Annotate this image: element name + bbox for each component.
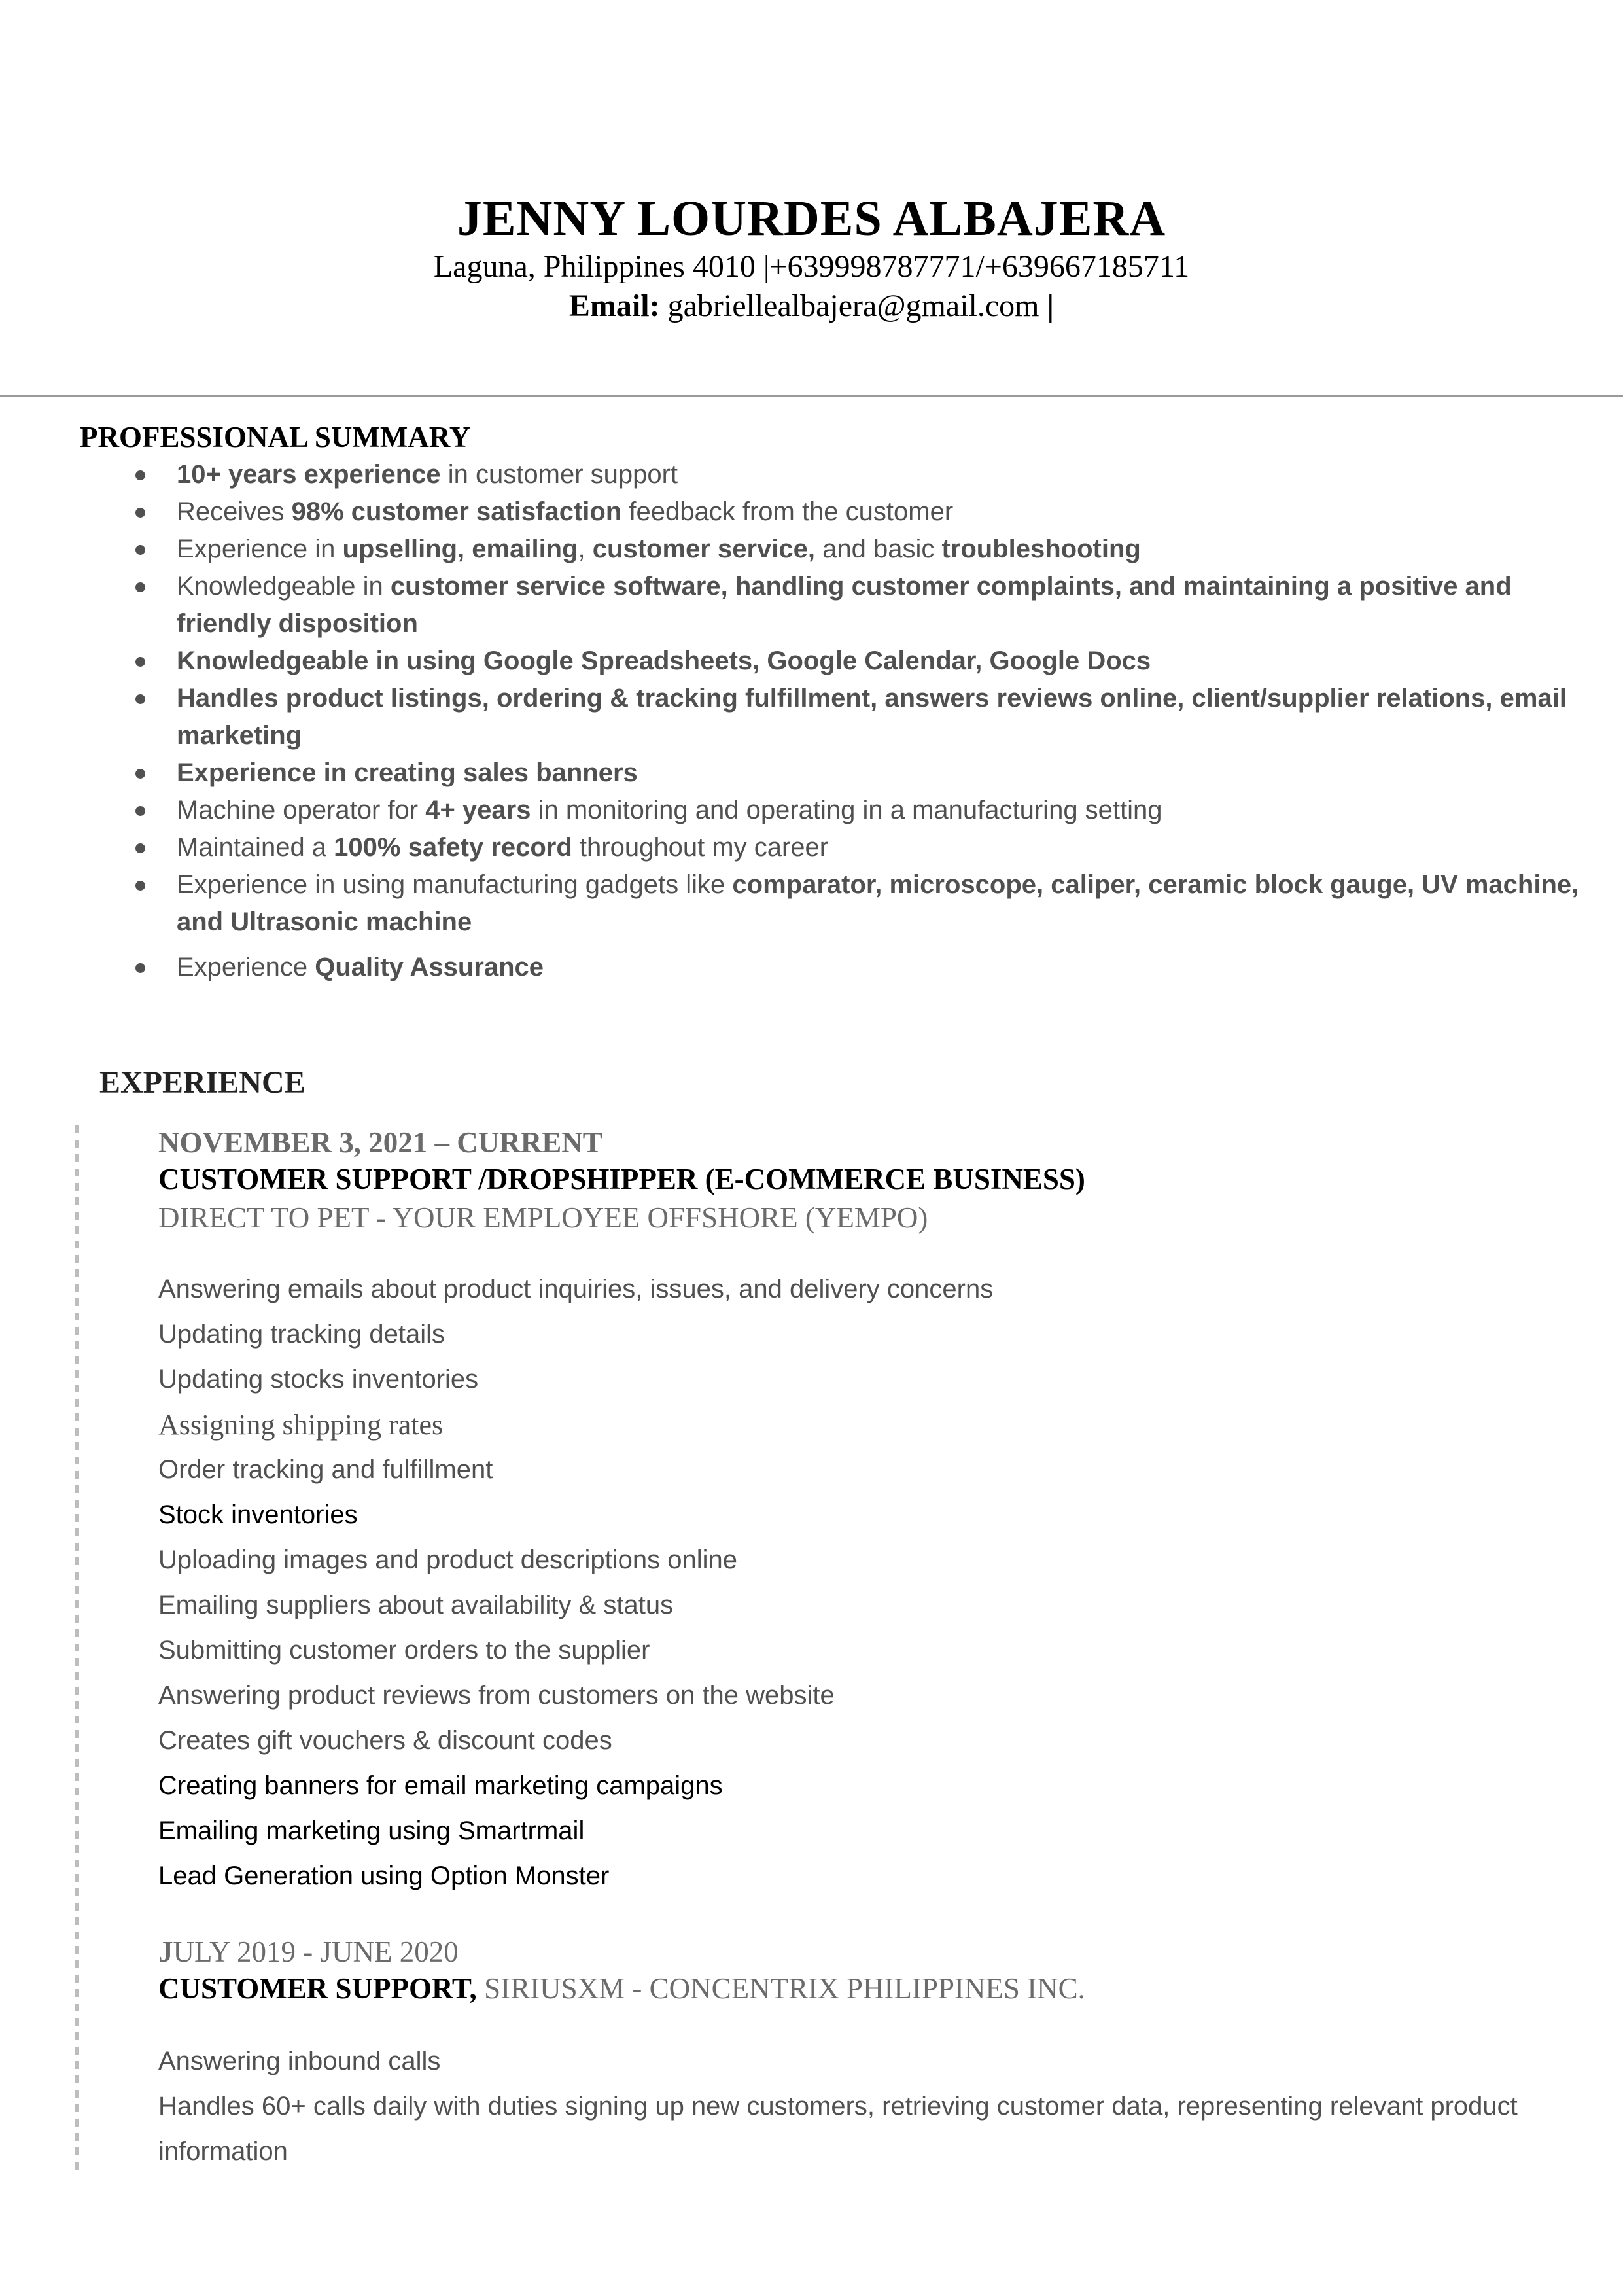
summary-item: [177, 754, 1590, 792]
duty-item: Submitting customer orders to the supplier: [158, 1636, 650, 1665]
summary-item: [177, 568, 1590, 643]
header-divider: [0, 395, 1623, 397]
email-trailer: |: [1047, 289, 1055, 323]
bold-segment: Handles product listings, ordering & tracking fulfillment, answers reviews online, client/supplier relations, email marketing: [177, 684, 1567, 750]
duty-item: Updating tracking details: [158, 1320, 445, 1349]
summary-item: [177, 829, 1590, 866]
bold-segment: customer service software, handling customer complaints, and maintaining a positive and friendly disposition: [177, 572, 1512, 638]
job-company: DIRECT TO PET - YOUR EMPLOYEE OFFSHORE (YEMPO): [158, 1201, 928, 1234]
text-segment: Receives: [177, 497, 292, 526]
text-segment: Knowledgeable in: [177, 572, 391, 601]
email-label: Email:: [568, 289, 660, 323]
bold-segment: 10+ years experience: [177, 460, 441, 489]
job-entry-1: [158, 1124, 1584, 1899]
duty-item: Answering emails about product inquiries, issues, and delivery concerns: [158, 1275, 994, 1303]
summary-item: [177, 680, 1590, 754]
text-segment: in customer support: [440, 460, 678, 489]
summary-item: [177, 792, 1590, 829]
duty-item: Lead Generation using Option Monster: [158, 1862, 610, 1890]
text-segment: in monitoring and operating in a manufacturing setting: [531, 796, 1162, 824]
job-date: NOVEMBER 3, 2021 – CURRENT: [158, 1126, 602, 1159]
text-segment: Machine operator for: [177, 796, 426, 824]
job-date: [158, 1934, 1584, 1970]
duty-item: Emailing suppliers about availability & status: [158, 1591, 674, 1619]
bold-segment: troubleshooting: [941, 535, 1141, 563]
duty-item: Order tracking and fulfillment: [158, 1455, 493, 1484]
duty-item: Uploading images and product descriptions online: [158, 1545, 737, 1574]
job-entry-2: [158, 1934, 1584, 2174]
text-segment: throughout my career: [572, 833, 829, 862]
summary-item: [177, 949, 1590, 986]
job-role: CUSTOMER SUPPORT,: [158, 1972, 477, 2005]
job-date-initial: J: [158, 1935, 173, 1968]
summary-list: [177, 456, 1590, 986]
duty-item: Emailing marketing using Smartrmail: [158, 1816, 585, 1845]
summary-item: [177, 866, 1590, 941]
summary-item: [177, 456, 1590, 493]
job-date-rest: ULY 2019 - JUNE 2020: [173, 1935, 459, 1968]
job-duties: [158, 1267, 1584, 1899]
bold-segment: Quality Assurance: [315, 953, 544, 981]
duty-item: Answering inbound calls: [158, 2047, 441, 2075]
email-address: gabriellealbajera@gmail.com: [667, 289, 1039, 323]
text-segment: Experience: [177, 953, 315, 981]
contact-line: Laguna, Philippines 4010 |+639998787771/+639667185711: [433, 249, 1190, 284]
summary-heading: PROFESSIONAL SUMMARY: [80, 421, 471, 453]
job-duties: [158, 2039, 1584, 2174]
experience-heading: EXPERIENCE: [99, 1065, 305, 1100]
bold-segment: 100% safety record: [334, 833, 572, 862]
duty-item: Creating banners for email marketing campaigns: [158, 1771, 723, 1800]
duty-item: Creates gift vouchers & discount codes: [158, 1726, 612, 1755]
summary-item: [177, 643, 1590, 680]
job-role: CUSTOMER SUPPORT /DROPSHIPPER (E-COMMERCE BUSINESS): [158, 1163, 1085, 1195]
bold-segment: Experience in creating sales banners: [177, 758, 638, 787]
bold-segment: 98% customer satisfaction: [291, 497, 622, 526]
duty-item: Handles 60+ calls daily with duties signing up new customers, retrieving customer data, representing relevant product information: [158, 2092, 1518, 2166]
job-company: SIRIUSXM - CONCENTRIX PHILIPPINES INC.: [476, 1972, 1085, 2005]
summary-item: [177, 493, 1590, 531]
text-segment: Maintained a: [177, 833, 334, 862]
job-role-line: [158, 1970, 1584, 2007]
bold-segment: 4+ years: [425, 796, 531, 824]
bold-segment: Knowledgeable in using Google Spreadsheets, Google Calendar, Google Docs: [177, 646, 1151, 675]
text-segment: ,: [578, 535, 593, 563]
bold-segment: upselling, emailing: [342, 535, 578, 563]
candidate-name: JENNY LOURDES ALBAJERA: [457, 191, 1166, 246]
bold-segment: customer service,: [592, 535, 815, 563]
duty-item: Updating stocks inventories: [158, 1365, 479, 1394]
text-segment: and basic: [814, 535, 942, 563]
resume-header: [0, 190, 1623, 326]
text-segment: feedback from the customer: [621, 497, 954, 526]
text-segment: Experience in using manufacturing gadgets like: [177, 870, 733, 899]
duty-item: Stock inventories: [158, 1500, 358, 1529]
text-segment: Experience in: [177, 535, 343, 563]
email-line: [0, 287, 1623, 326]
bold-segment: comparator, microscope, caliper, ceramic block gauge, UV machine, and Ultrasonic machine: [177, 870, 1579, 936]
duty-item: Answering product reviews from customers on the website: [158, 1681, 835, 1710]
timeline-dotted-bar: [75, 1125, 79, 2176]
duty-item: Assigning shipping rates: [158, 1409, 444, 1441]
summary-item: [177, 531, 1590, 568]
